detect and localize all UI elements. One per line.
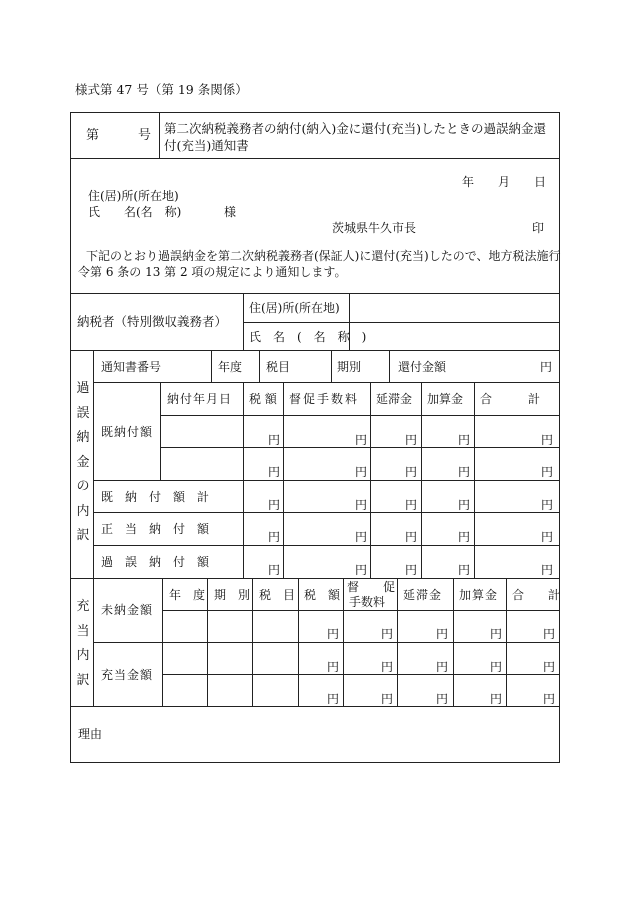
yen-mark: 円: [381, 627, 394, 641]
taxpayer-address-label: 住(居)所(所在地): [249, 301, 340, 315]
yen-mark: 円: [458, 465, 471, 479]
yen-mark: 円: [436, 627, 449, 641]
yen-mark: 円: [405, 530, 418, 544]
yen-mark: 円: [543, 692, 556, 706]
col-late-charge: 延滞金: [376, 392, 413, 406]
taxpayer-bottom-line: [70, 350, 560, 351]
col-total: 合 計: [480, 392, 541, 406]
yen-mark: 円: [268, 530, 281, 544]
overpay-section-divider: [93, 350, 94, 578]
col-period: 期 別: [214, 588, 251, 602]
fiscal-year-label: 年度: [218, 360, 243, 374]
notice-title: 第二次納税義務者の納付(納入)金に還付(充当)したときの過誤納金還付(充当)通知書: [164, 121, 547, 153]
grid-line: [93, 382, 560, 383]
tax-item-label: 税目: [266, 360, 291, 374]
yen-mark: 円: [405, 563, 418, 577]
col-dunning-fee: 督促手数料: [289, 392, 360, 406]
col-fee-line2: 手数料: [349, 595, 386, 609]
grid-line: [70, 578, 560, 579]
yen-mark: 円: [268, 465, 281, 479]
yen-mark: 円: [268, 498, 281, 512]
yen-mark: 円: [490, 660, 503, 674]
grid-line: [389, 350, 390, 382]
grid-line: [259, 350, 260, 382]
body-text-line1: 下記のとおり過誤納金を第二次納税義務者(保証人)に還付(充当)したので、地方税法施行: [86, 249, 561, 263]
grid-line: [211, 350, 212, 382]
col-late: 延滞金: [403, 588, 443, 602]
col-add: 加算金: [459, 588, 499, 602]
yen-mark: 円: [405, 433, 418, 447]
grid-line: [331, 350, 332, 382]
refund-amount-label: 還付金額: [398, 360, 447, 374]
yen-mark: 円: [405, 498, 418, 512]
yen-mark: 円: [355, 465, 368, 479]
overpay-section-label: 過誤納金の内訳: [76, 381, 90, 543]
yen-mark: 円: [541, 498, 554, 512]
col-total-app: 合 計: [512, 588, 561, 602]
notice-number-label: 通知書番号: [101, 360, 162, 374]
yen-mark: 円: [355, 530, 368, 544]
col-additional: 加算金: [427, 392, 464, 406]
grid-line: [160, 447, 560, 448]
applied-amount-label: 充当金額: [101, 668, 154, 682]
grid-line: [93, 480, 560, 481]
header-bottom-line: [70, 158, 560, 159]
yen-mark: 円: [327, 692, 340, 706]
proper-amount-label: 正 当 納 付 額: [101, 522, 210, 536]
form-code: 様式第 47 号（第 19 条関係）: [75, 82, 248, 97]
yen-mark: 円: [355, 498, 368, 512]
grid-line: [160, 382, 161, 480]
col-tax: 税 額: [304, 588, 341, 602]
yen-mark: 円: [268, 433, 281, 447]
yen-mark: 円: [541, 433, 554, 447]
col-paid-date: 納付年月日: [167, 392, 233, 406]
yen-mark: 円: [458, 563, 471, 577]
col-item: 税 目: [259, 588, 296, 602]
issuer-name: 茨城県牛久市長: [332, 221, 417, 235]
yen-mark: 円: [543, 627, 556, 641]
notice-date: 年 月 日: [462, 175, 547, 189]
unpaid-amount-label: 未納金額: [101, 603, 154, 617]
yen-mark: 円: [490, 692, 503, 706]
grid-line: [93, 545, 560, 546]
over-amount-label: 過 誤 納 付 額: [101, 555, 210, 569]
col-year: 年 度: [169, 588, 206, 602]
grid-line: [160, 415, 560, 416]
yen-mark: 円: [543, 660, 556, 674]
yen-mark: 円: [458, 433, 471, 447]
taxpayer-label: 納税者（特別徴収義務者）: [77, 314, 228, 329]
paid-amount-label: 既納付額: [101, 425, 154, 439]
taxpayer-top-line: [70, 293, 560, 294]
header-divider: [159, 112, 160, 158]
col-tax-amount: 税 額: [249, 392, 277, 406]
honorific: 様: [224, 205, 237, 219]
grid-line: [70, 706, 560, 707]
yen-mark: 円: [458, 530, 471, 544]
refund-yen: 円: [540, 360, 553, 374]
yen-mark: 円: [541, 563, 554, 577]
appropriation-section-label: 充当内訳: [76, 599, 90, 688]
yen-mark: 円: [436, 692, 449, 706]
yen-mark: 円: [490, 627, 503, 641]
grid-line: [93, 512, 560, 513]
yen-mark: 円: [327, 660, 340, 674]
grid-line: [162, 610, 560, 611]
grid-line: [162, 674, 560, 675]
taxpayer-name-label: 氏 名 ( 名 称 ): [249, 330, 367, 344]
yen-mark: 円: [381, 692, 394, 706]
col-fee-line1: 督 促: [347, 580, 396, 594]
body-text-line2: 令第 6 条の 13 第 2 項の規定により通知します。: [78, 265, 347, 279]
grid-line: [93, 642, 560, 643]
yen-mark: 円: [436, 660, 449, 674]
yen-mark: 円: [381, 660, 394, 674]
period-label: 期別: [337, 360, 362, 374]
yen-mark: 円: [541, 465, 554, 479]
recipient-address-label: 住(居)所(所在地): [88, 189, 179, 203]
yen-mark: 円: [327, 627, 340, 641]
number-label: 第 号: [86, 128, 152, 143]
seal-mark: 印: [532, 221, 545, 235]
yen-mark: 円: [458, 498, 471, 512]
recipient-name-label: 氏 名(名 称): [88, 205, 182, 219]
yen-mark: 円: [541, 530, 554, 544]
yen-mark: 円: [268, 563, 281, 577]
yen-mark: 円: [355, 433, 368, 447]
paid-total-label: 既 納 付 額 計: [101, 490, 210, 504]
taxpayer-mid-line: [243, 322, 560, 323]
yen-mark: 円: [405, 465, 418, 479]
reason-label: 理由: [78, 727, 103, 741]
yen-mark: 円: [355, 563, 368, 577]
